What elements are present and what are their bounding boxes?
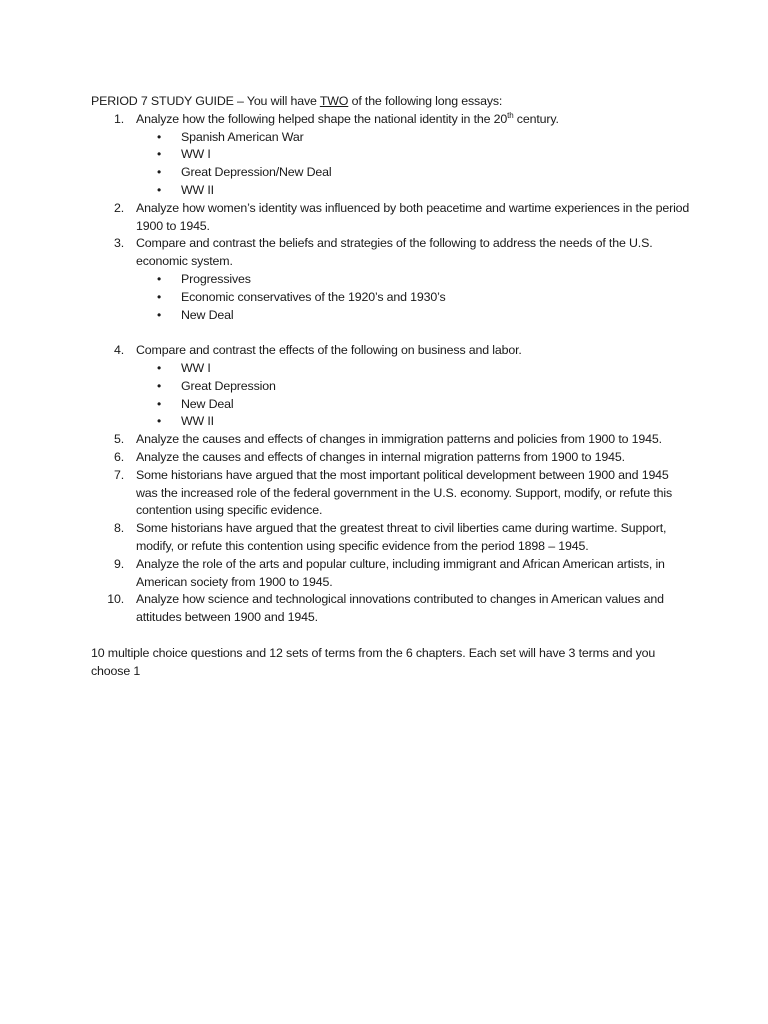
question-number: 7. — [113, 467, 124, 482]
question-number: 3. — [113, 236, 124, 251]
bullet-text: Progressives — [181, 271, 251, 286]
bullet-text: WW II — [181, 182, 214, 197]
exam-format-note: 10 multiple choice questions and 12 sets of terms from the 6 chapters. Each set will have 3 terms and you choose 1 — [91, 645, 656, 678]
essay-question-8 — [91, 520, 691, 556]
question-number: 10. — [107, 592, 124, 607]
bullet-list — [136, 271, 691, 324]
question-number: 2. — [113, 200, 124, 215]
bullet-text: WW I — [181, 147, 211, 162]
question-number: 6. — [113, 449, 124, 464]
essay-question-10 — [91, 591, 691, 627]
question-number: 8. — [113, 521, 124, 536]
bullet-icon: • — [157, 378, 162, 393]
bullet-item — [136, 129, 691, 147]
question-text: Some historians have argued that the greatest threat to civil liberties came during wartime. Support, modify, or refute this contention using specific evidence from the period 1898 – 1945. — [136, 521, 667, 553]
question-text-part: century. — [513, 111, 559, 126]
bullet-item — [136, 146, 691, 164]
bullet-text: Economic conservatives of the 1920’s and 1930’s — [181, 289, 446, 304]
bullet-icon: • — [157, 129, 162, 144]
title-emphasis: TWO — [319, 94, 349, 108]
bullet-icon: • — [157, 182, 162, 197]
bullet-icon: • — [157, 147, 162, 162]
question-text: Analyze the causes and effects of changes in immigration patterns and policies from 1900 to 1945. — [136, 432, 662, 447]
page-title — [91, 93, 691, 111]
question-number: 1. — [113, 111, 124, 126]
bullet-text: WW I — [181, 360, 211, 375]
question-text: Analyze how science and technological innovations contributed to changes in American values and attitudes between 1900 and 1945. — [136, 592, 664, 625]
bullet-icon: • — [157, 165, 162, 180]
bullet-item — [136, 164, 691, 182]
bullet-item — [136, 396, 691, 414]
bullet-item — [136, 271, 691, 289]
bullet-item — [136, 307, 691, 325]
question-text — [136, 112, 559, 126]
study-guide — [91, 93, 691, 680]
question-text: Analyze the causes and effects of changes in internal migration patterns from 1900 to 1945. — [136, 449, 625, 464]
essay-question-4 — [91, 342, 691, 431]
bullet-list — [136, 360, 691, 431]
essay-question-list — [91, 111, 691, 627]
question-text: Compare and contrast the beliefs and strategies of the following to address the needs of the U.S. economic system. — [136, 236, 653, 269]
bullet-icon: • — [157, 271, 162, 286]
bullet-icon: • — [157, 307, 162, 322]
essay-question-2 — [91, 200, 691, 236]
bullet-text: WW II — [181, 414, 214, 429]
bullet-text: Great Depression/New Deal — [181, 165, 332, 180]
bullet-icon: • — [157, 360, 162, 375]
title-prefix: PERIOD 7 STUDY GUIDE – You will have — [91, 94, 320, 108]
bullet-list — [136, 129, 691, 200]
question-number: 9. — [113, 556, 124, 571]
essay-question-1 — [91, 111, 691, 200]
essay-question-7 — [91, 467, 691, 520]
bullet-icon: • — [157, 289, 162, 304]
bullet-icon: • — [157, 396, 162, 411]
question-text: Some historians have argued that the most important political development between 1900 and 1945 was the increased role of the federal government in the U.S. economy. Support, modify, or refute this contention using specific evidence. — [136, 467, 673, 518]
bullet-item — [136, 182, 691, 200]
bullet-item — [136, 413, 691, 431]
bullet-text: Spanish American War — [181, 129, 304, 144]
bullet-icon: • — [157, 414, 162, 429]
superscript-ordinal: th — [507, 110, 514, 120]
bullet-item — [136, 378, 691, 396]
question-number: 5. — [113, 432, 124, 447]
bullet-text: New Deal — [181, 396, 234, 411]
essay-question-5 — [91, 431, 691, 449]
essay-question-3 — [91, 235, 691, 324]
title-suffix: of the following long essays: — [348, 94, 503, 108]
question-text: Analyze how women’s identity was influenced by both peacetime and wartime experiences in the period 1900 to 1945. — [136, 200, 690, 233]
question-number: 4. — [113, 343, 124, 358]
essay-question-9 — [91, 556, 691, 592]
bullet-item — [136, 289, 691, 307]
question-text: Compare and contrast the effects of the following on business and labor. — [136, 343, 522, 358]
question-text: Analyze the role of the arts and popular culture, including immigrant and African American artists, in American society from 1900 to 1945. — [136, 556, 665, 589]
question-text-part: Analyze how the following helped shape the national identity in the 20 — [136, 111, 508, 126]
bullet-text: New Deal — [181, 307, 234, 322]
bullet-item — [136, 360, 691, 378]
essay-question-6 — [91, 449, 691, 467]
bullet-text: Great Depression — [181, 378, 276, 393]
